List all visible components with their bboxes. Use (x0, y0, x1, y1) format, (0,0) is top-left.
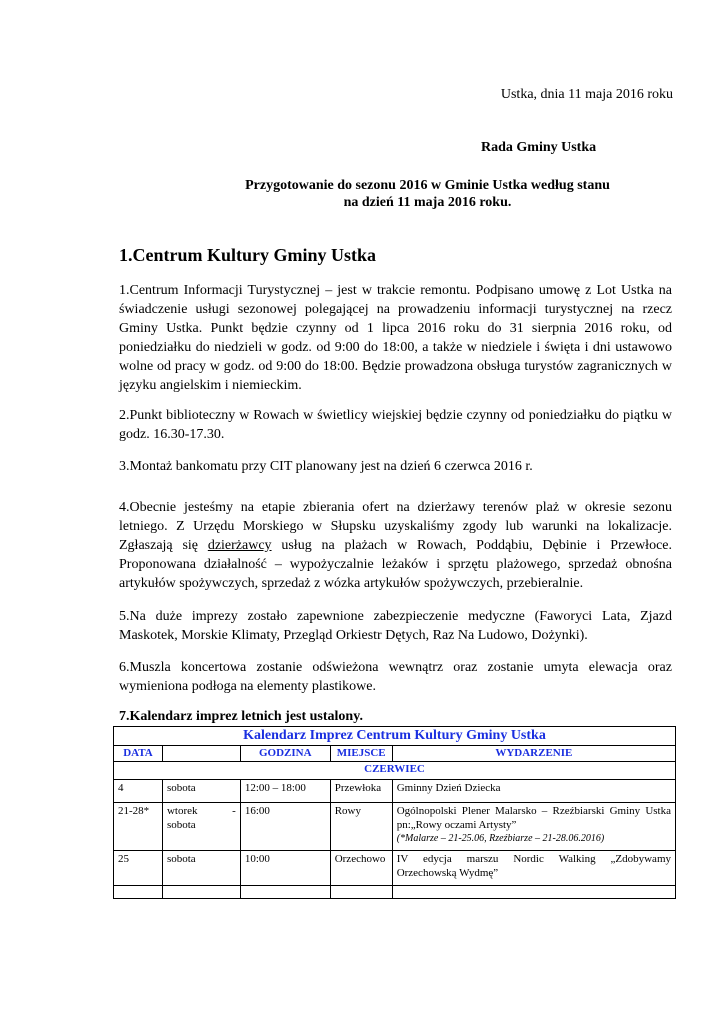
subtitle-line-1: Przygotowanie do sezonu 2016 w Gminie Ustka według stanu (245, 178, 610, 193)
paragraph-6: 6.Muszla koncertowa zostanie odświeżona wewnątrz oraz zostanie umyta elewacja oraz wymieniona podłoga na elementy plastikowe. (119, 660, 672, 694)
header-date: DATA (114, 746, 163, 762)
calendar-title-row (114, 727, 676, 746)
table-row (114, 803, 676, 851)
empty-table-row (114, 886, 676, 899)
event-note: (*Malarze – 21-25.06, Rzeźbiarze – 21-28.06.2016) (396, 833, 605, 844)
underlined-word: dzierżawcy (207, 538, 272, 553)
event-title: Ogólnopolski Plener Malarsko – Rzeźbiarski Gminy Ustka pn:„Rowy oczami Artysty” (396, 805, 671, 831)
event-date: 21-28* (114, 803, 163, 851)
paragraph-4-start: 4.Obecnie jesteśmy na etapie zbierania ofert na dzierżawy terenów plaż w okresie sezonu letniego. Z Urzędu Morskiego w Słupsku uzyskaliśmy zgody lub warunki na lokalizacje. Zgłaszają się (119, 500, 672, 553)
events-calendar-table (113, 726, 676, 899)
event-time: 12:00 – 18:00 (240, 780, 330, 803)
event-place: Orzechowo (330, 851, 392, 886)
header-day (162, 746, 240, 762)
paragraph-4 (119, 498, 672, 593)
document-subtitle (200, 177, 655, 211)
event-time: 16:00 (240, 803, 330, 851)
calendar-header-row (114, 746, 676, 762)
subtitle-line-2: na dzień 11 maja 2016 roku. (343, 195, 512, 210)
section-title: 1.Centrum Kultury Gminy Ustka (119, 245, 377, 265)
month-row (114, 762, 676, 780)
calendar-title: Kalendarz Imprez Centrum Kultury Gminy Ustka (114, 727, 676, 746)
paragraph-2: 2.Punkt biblioteczny w Rowach w świetlicy wiejskiej będzie czynny od poniedziałku do piątku w godz. 16.30-17.30. (119, 408, 672, 442)
event-date: 4 (114, 780, 163, 803)
event-day-start: wtorek (166, 805, 198, 817)
calendar-heading: 7.Kalendarz imprez letnich jest ustalony. (119, 709, 363, 724)
month-label: CZERWIEC (114, 762, 676, 780)
event-time: 10:00 (240, 851, 330, 886)
paragraph-4-end: usług na plażach w Rowach, Poddąbiu, Dębinie i Przewłoce. Proponowana działalność – wypożyczalnie leżaków i sprzętu plażowego, sprzedaż obnośna artykułów spożywczych, sprzedaż z wózka artykułów spożywczych, przebieralnie. (119, 538, 673, 591)
event-date: 25 (114, 851, 163, 886)
event-day: sobota (162, 780, 240, 803)
event-place: Rowy (330, 803, 392, 851)
event-title: IV edycja marszu Nordic Walking „Zdobywamy Orzechowską Wydmę” (392, 851, 675, 886)
table-row (114, 780, 676, 803)
header-place: MIEJSCE (330, 746, 392, 762)
event-place: Przewłoka (330, 780, 392, 803)
table-row (114, 851, 676, 886)
event-day: sobota (162, 851, 240, 886)
header-time: GODZINA (240, 746, 330, 762)
paragraph-5: 5.Na duże imprezy zostało zapewnione zabezpieczenie medyczne (Faworyci Lata, Zjazd Maskotek, Morskie Klimaty, Przegląd Orkiestr Dętych, Raz Na Ludowo, Dożynki). (119, 609, 672, 643)
event-day-end: sobota (166, 819, 196, 831)
recipient: Rada Gminy Ustka (481, 140, 597, 155)
event-cell (392, 803, 675, 851)
event-day (162, 803, 240, 851)
date-line: Ustka, dnia 11 maja 2016 roku (500, 87, 673, 102)
header-event: WYDARZENIE (392, 746, 675, 762)
paragraph-3: 3.Montaż bankomatu przy CIT planowany jest na dzień 6 czerwca 2016 r. (119, 459, 533, 474)
event-title: Gminny Dzień Dziecka (392, 780, 675, 803)
paragraph-1: 1.Centrum Informacji Turystycznej – jest w trakcie remontu. Podpisano umowę z Lot Ustka na świadczenie usługi sezonowej polegającej na prowadzeniu informacji turystycznej na rzecz Gminy Ustka. Punkt będzie czynny od 1 lipca 2016 roku do 31 sierpnia 2016 roku, od poniedziałku do niedzieli w godz. od 9:00 do 18:00, a także w niedziele i święta i dni ustawowo wolne od pracy w godz. od 9:00 do 18:00. Będzie prowadzona obsługa turystów zagranicznych w języku angielskim i niemieckim. (119, 283, 672, 393)
event-day-dash: - (232, 805, 236, 817)
